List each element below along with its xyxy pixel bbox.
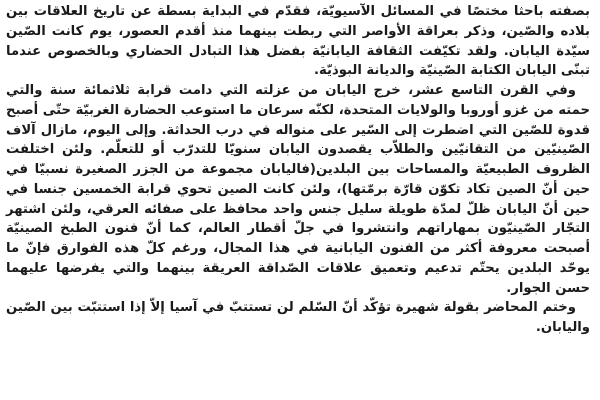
paragraph-history-relations: بصفته باحثا مختصًا في المسائل الآسيويّة، فقدّم في البداية بسطة عن تاريخ العلاقات بين بلاده والصّين، وذكر بعراقة الأواصر التي ربطت بينهما منذ أقدم العصور، يوم كانت الصّين سيّدة اليابان. ولقد تكيّفت الثقافة اليابانيّة بفضل هذا التبادل الحضاري وبالخصوص عندما تبنّى اليابان الكتابة الصّينيّة والديانة البوذيّة. [6, 4, 590, 79]
paragraph-conclusion: وختم المحاضر بقولة شهيرة تؤكّد أنّ السّلم لن تستتبّ في آسيا إلاّ إذا استتبّت بين الصّين واليابان. [6, 300, 590, 335]
paragraph-modern-comparison: وفي القرن التاسع عشر، خرج اليابان من عزلته التي دامت قرابة ثلاثمائة سنة والتي حمته من غزو أوروبا والولايات المتحدة، لكنّه سرعان ما استوعب الحضارة الغربيّة حتّى أصبح قدوة للصّين التي اضطرت إلى السّير على منواله في درب الحداثة. وإلى اليوم، مازال آلاف الصّينيّين من التقانيّين والطلاّب يقصدون اليابان سنويّا للتدرّب أو للتعلّم. ولئن اختلفت الظروف الطبيعيّة والمساحات بين البلدين(فاليابان مجموعة من الجزر الصغيرة نسبيّا في حين أنّ الصين تكاد تكوّن قارّة برمّتها)، ولئن كانت الصين تحوي قرابة الخمسين جنسا في حين أنّ اليابان ظلّ لمدّة طويلة سليل جنس واحد محافظ على صفائه العرقي، ولئن اشتهر التجّار الصّينيّون بمهاراتهم وانتشروا في جلّ أقطار العالم، كما أنّ فنون الطبخ الصينيّة أصبحت معروفة أكثر من الفنون اليابانية في هذا المجال، ورغم كلّ هذه الفوارق فإنّ ما يوحّد البلدين يحتّم تدعيم وتعميق علاقات الصّداقة العريقة بينهما والتي يفرضها عليهما حسن الجوار. [6, 83, 590, 296]
document-page [6, 2, 590, 398]
